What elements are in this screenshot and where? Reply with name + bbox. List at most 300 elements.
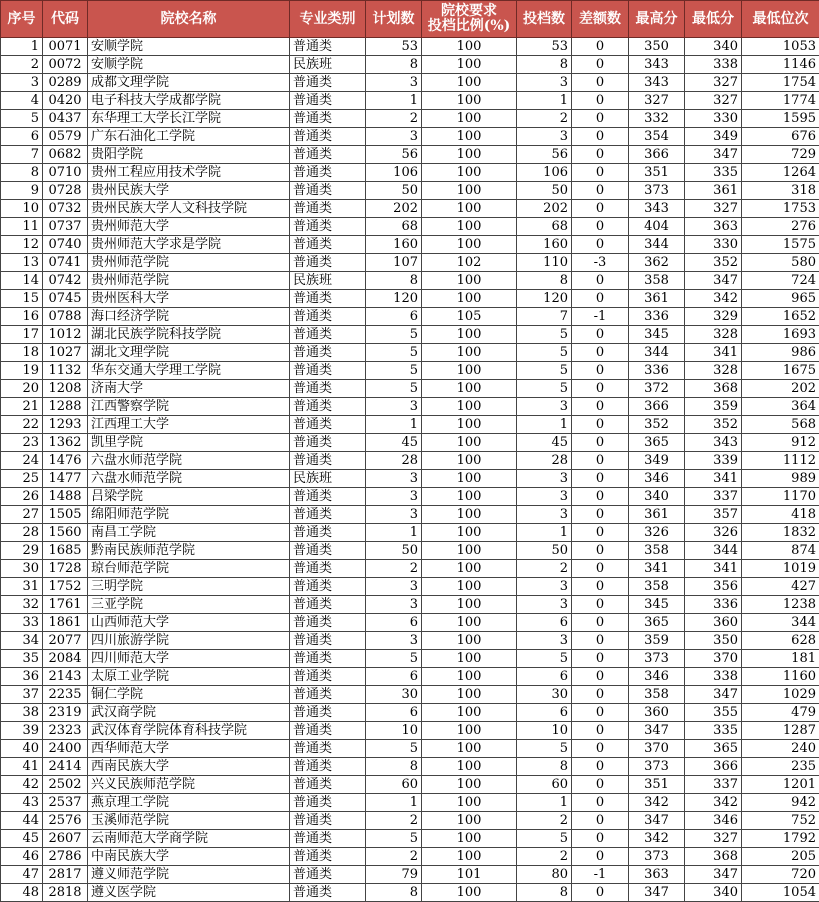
- cell-max-score: 366: [629, 146, 685, 164]
- cell-min-rank: 729: [742, 146, 819, 164]
- cell-difference: 0: [572, 398, 629, 416]
- cell-min-score: 326: [685, 524, 742, 542]
- cell-ratio: 100: [422, 614, 517, 632]
- cell-min-score: 327: [685, 200, 742, 218]
- cell-ratio: 100: [422, 542, 517, 560]
- table-row: [1, 704, 819, 722]
- cell-filed-count: 30: [517, 686, 572, 704]
- table-row: [1, 596, 819, 614]
- cell-filed-count: 45: [517, 434, 572, 452]
- cell-plan-count: 3: [366, 470, 422, 488]
- cell-school-name: 玉溪师范学院: [88, 812, 290, 830]
- table-row: [1, 56, 819, 74]
- cell-category: 普通类: [290, 416, 366, 434]
- cell-min-score: 341: [685, 344, 742, 362]
- cell-min-rank: 676: [742, 128, 819, 146]
- table-row: [1, 758, 819, 776]
- cell-code: 1012: [43, 326, 88, 344]
- cell-code: 2786: [43, 848, 88, 866]
- cell-min-rank: 628: [742, 632, 819, 650]
- cell-school-name: 遵义师范学院: [88, 866, 290, 884]
- cell-min-rank: 418: [742, 506, 819, 524]
- cell-seq: 2: [1, 56, 43, 74]
- cell-min-rank: 235: [742, 758, 819, 776]
- cell-ratio: 100: [422, 380, 517, 398]
- cell-school-name: 西华师范大学: [88, 740, 290, 758]
- cell-plan-count: 1: [366, 794, 422, 812]
- cell-plan-count: 5: [366, 740, 422, 758]
- table-row: [1, 362, 819, 380]
- cell-max-score: 365: [629, 434, 685, 452]
- cell-ratio: 100: [422, 560, 517, 578]
- cell-category: 普通类: [290, 794, 366, 812]
- cell-filed-count: 50: [517, 542, 572, 560]
- cell-min-rank: 479: [742, 704, 819, 722]
- table-row: [1, 686, 819, 704]
- cell-min-rank: 1264: [742, 164, 819, 182]
- cell-difference: 0: [572, 506, 629, 524]
- cell-ratio: 100: [422, 416, 517, 434]
- cell-school-name: 海口经济学院: [88, 308, 290, 326]
- cell-min-score: 342: [685, 290, 742, 308]
- cell-seq: 35: [1, 650, 43, 668]
- cell-min-score: 370: [685, 650, 742, 668]
- header-plan-count: 计划数: [366, 1, 422, 38]
- cell-seq: 26: [1, 488, 43, 506]
- cell-ratio: 100: [422, 362, 517, 380]
- cell-code: 1288: [43, 398, 88, 416]
- header-filed-count: 投档数: [517, 1, 572, 38]
- cell-max-score: 373: [629, 758, 685, 776]
- cell-seq: 3: [1, 74, 43, 92]
- cell-max-score: 373: [629, 848, 685, 866]
- table-row: [1, 146, 819, 164]
- cell-filed-count: 110: [517, 254, 572, 272]
- cell-min-rank: 912: [742, 434, 819, 452]
- table-row: [1, 380, 819, 398]
- cell-min-rank: 1754: [742, 74, 819, 92]
- table-row: [1, 722, 819, 740]
- cell-min-score: 330: [685, 236, 742, 254]
- cell-category: 普通类: [290, 200, 366, 218]
- cell-ratio: 100: [422, 326, 517, 344]
- cell-code: 1027: [43, 344, 88, 362]
- cell-category: 民族班: [290, 56, 366, 74]
- cell-category: 普通类: [290, 560, 366, 578]
- cell-max-score: 372: [629, 380, 685, 398]
- cell-school-name: 贵州师范学院: [88, 272, 290, 290]
- cell-school-name: 广东石油化工学院: [88, 128, 290, 146]
- cell-seq: 12: [1, 236, 43, 254]
- table-row: [1, 632, 819, 650]
- cell-plan-count: 3: [366, 398, 422, 416]
- table-row: [1, 614, 819, 632]
- cell-code: 2400: [43, 740, 88, 758]
- cell-min-rank: 580: [742, 254, 819, 272]
- cell-difference: 0: [572, 542, 629, 560]
- cell-seq: 1: [1, 38, 43, 56]
- cell-filed-count: 8: [517, 758, 572, 776]
- cell-school-name: 铜仁学院: [88, 686, 290, 704]
- cell-ratio: 100: [422, 272, 517, 290]
- cell-min-score: 336: [685, 596, 742, 614]
- cell-plan-count: 107: [366, 254, 422, 272]
- cell-ratio: 100: [422, 434, 517, 452]
- cell-plan-count: 8: [366, 56, 422, 74]
- cell-max-score: 342: [629, 794, 685, 812]
- cell-ratio: 100: [422, 848, 517, 866]
- cell-min-rank: 752: [742, 812, 819, 830]
- cell-code: 0072: [43, 56, 88, 74]
- cell-max-score: 404: [629, 218, 685, 236]
- cell-category: 普通类: [290, 434, 366, 452]
- cell-school-name: 安顺学院: [88, 56, 290, 74]
- cell-plan-count: 45: [366, 434, 422, 452]
- cell-seq: 48: [1, 884, 43, 902]
- table-row: [1, 740, 819, 758]
- cell-seq: 16: [1, 308, 43, 326]
- table-row: [1, 398, 819, 416]
- cell-code: 2235: [43, 686, 88, 704]
- cell-seq: 18: [1, 344, 43, 362]
- cell-min-rank: 318: [742, 182, 819, 200]
- cell-difference: 0: [572, 578, 629, 596]
- cell-min-score: 368: [685, 848, 742, 866]
- cell-code: 1132: [43, 362, 88, 380]
- cell-category: 普通类: [290, 632, 366, 650]
- cell-max-score: 370: [629, 740, 685, 758]
- cell-difference: 0: [572, 56, 629, 74]
- cell-seq: 22: [1, 416, 43, 434]
- cell-difference: -3: [572, 254, 629, 272]
- cell-filed-count: 53: [517, 38, 572, 56]
- cell-plan-count: 79: [366, 866, 422, 884]
- cell-difference: 0: [572, 416, 629, 434]
- cell-plan-count: 2: [366, 560, 422, 578]
- cell-filed-count: 5: [517, 650, 572, 668]
- cell-filed-count: 2: [517, 812, 572, 830]
- cell-max-score: 345: [629, 596, 685, 614]
- table-row: [1, 254, 819, 272]
- table-row: [1, 830, 819, 848]
- cell-plan-count: 5: [366, 344, 422, 362]
- cell-min-score: 366: [685, 758, 742, 776]
- cell-plan-count: 1: [366, 92, 422, 110]
- cell-code: 1293: [43, 416, 88, 434]
- cell-ratio: 100: [422, 344, 517, 362]
- cell-ratio: 100: [422, 218, 517, 236]
- cell-code: 0579: [43, 128, 88, 146]
- cell-min-rank: 1287: [742, 722, 819, 740]
- cell-min-rank: 344: [742, 614, 819, 632]
- cell-max-score: 358: [629, 542, 685, 560]
- cell-min-score: 341: [685, 560, 742, 578]
- cell-difference: 0: [572, 182, 629, 200]
- cell-category: 普通类: [290, 290, 366, 308]
- cell-seq: 14: [1, 272, 43, 290]
- cell-category: 普通类: [290, 182, 366, 200]
- cell-min-score: 329: [685, 308, 742, 326]
- cell-difference: 0: [572, 488, 629, 506]
- cell-filed-count: 80: [517, 866, 572, 884]
- cell-code: 1505: [43, 506, 88, 524]
- cell-seq: 8: [1, 164, 43, 182]
- cell-difference: 0: [572, 830, 629, 848]
- cell-school-name: 武汉体育学院体育科技学院: [88, 722, 290, 740]
- cell-category: 普通类: [290, 326, 366, 344]
- cell-min-rank: 1652: [742, 308, 819, 326]
- cell-max-score: 351: [629, 164, 685, 182]
- table-row: [1, 236, 819, 254]
- cell-min-score: 343: [685, 434, 742, 452]
- cell-ratio: 100: [422, 128, 517, 146]
- cell-seq: 15: [1, 290, 43, 308]
- cell-school-name: 成都文理学院: [88, 74, 290, 92]
- cell-school-name: 四川师范大学: [88, 650, 290, 668]
- cell-school-name: 琼台师范学院: [88, 560, 290, 578]
- cell-min-rank: 942: [742, 794, 819, 812]
- cell-ratio: 100: [422, 596, 517, 614]
- cell-difference: 0: [572, 722, 629, 740]
- table-row: [1, 38, 819, 56]
- cell-ratio: 100: [422, 398, 517, 416]
- cell-plan-count: 3: [366, 128, 422, 146]
- cell-seq: 45: [1, 830, 43, 848]
- cell-school-name: 中南民族大学: [88, 848, 290, 866]
- cell-plan-count: 53: [366, 38, 422, 56]
- cell-max-score: 360: [629, 704, 685, 722]
- cell-min-rank: 202: [742, 380, 819, 398]
- cell-plan-count: 3: [366, 578, 422, 596]
- cell-min-score: 361: [685, 182, 742, 200]
- cell-min-score: 341: [685, 470, 742, 488]
- cell-difference: 0: [572, 776, 629, 794]
- cell-plan-count: 3: [366, 74, 422, 92]
- cell-code: 1728: [43, 560, 88, 578]
- table-row: [1, 560, 819, 578]
- cell-seq: 28: [1, 524, 43, 542]
- cell-plan-count: 1: [366, 524, 422, 542]
- cell-difference: 0: [572, 146, 629, 164]
- cell-school-name: 贵州民族大学: [88, 182, 290, 200]
- cell-school-name: 西南民族大学: [88, 758, 290, 776]
- cell-max-score: 373: [629, 182, 685, 200]
- cell-difference: 0: [572, 650, 629, 668]
- cell-ratio: 100: [422, 884, 517, 902]
- cell-max-score: 344: [629, 344, 685, 362]
- cell-school-name: 武汉商学院: [88, 704, 290, 722]
- cell-min-rank: 1238: [742, 596, 819, 614]
- cell-category: 普通类: [290, 218, 366, 236]
- cell-seq: 47: [1, 866, 43, 884]
- cell-category: 普通类: [290, 164, 366, 182]
- cell-filed-count: 50: [517, 182, 572, 200]
- cell-code: 2502: [43, 776, 88, 794]
- cell-min-score: 338: [685, 668, 742, 686]
- cell-filed-count: 202: [517, 200, 572, 218]
- cell-difference: 0: [572, 848, 629, 866]
- cell-min-rank: 1112: [742, 452, 819, 470]
- table-row: [1, 290, 819, 308]
- cell-min-score: 347: [685, 866, 742, 884]
- table-row: [1, 578, 819, 596]
- cell-code: 0740: [43, 236, 88, 254]
- cell-max-score: 373: [629, 650, 685, 668]
- cell-category: 民族班: [290, 470, 366, 488]
- cell-school-name: 贵州师范大学: [88, 218, 290, 236]
- table-row: [1, 506, 819, 524]
- cell-category: 普通类: [290, 830, 366, 848]
- cell-ratio: 100: [422, 776, 517, 794]
- cell-min-score: 355: [685, 704, 742, 722]
- cell-seq: 41: [1, 758, 43, 776]
- cell-min-rank: 1054: [742, 884, 819, 902]
- cell-filed-count: 3: [517, 578, 572, 596]
- cell-filed-count: 5: [517, 326, 572, 344]
- cell-seq: 38: [1, 704, 43, 722]
- cell-plan-count: 5: [366, 830, 422, 848]
- cell-category: 普通类: [290, 254, 366, 272]
- cell-plan-count: 202: [366, 200, 422, 218]
- cell-max-score: 344: [629, 236, 685, 254]
- cell-code: 2817: [43, 866, 88, 884]
- cell-code: 0742: [43, 272, 88, 290]
- cell-min-score: 335: [685, 164, 742, 182]
- cell-plan-count: 2: [366, 110, 422, 128]
- cell-min-score: 337: [685, 776, 742, 794]
- cell-school-name: 济南大学: [88, 380, 290, 398]
- cell-category: 普通类: [290, 146, 366, 164]
- cell-filed-count: 60: [517, 776, 572, 794]
- cell-seq: 27: [1, 506, 43, 524]
- cell-seq: 46: [1, 848, 43, 866]
- cell-category: 普通类: [290, 650, 366, 668]
- cell-min-rank: 965: [742, 290, 819, 308]
- cell-category: 普通类: [290, 722, 366, 740]
- cell-difference: -1: [572, 308, 629, 326]
- table-row: [1, 452, 819, 470]
- cell-seq: 39: [1, 722, 43, 740]
- cell-category: 普通类: [290, 488, 366, 506]
- table-row: [1, 200, 819, 218]
- cell-difference: 0: [572, 344, 629, 362]
- cell-plan-count: 50: [366, 182, 422, 200]
- cell-code: 2084: [43, 650, 88, 668]
- cell-difference: 0: [572, 452, 629, 470]
- cell-plan-count: 160: [366, 236, 422, 254]
- cell-filed-count: 5: [517, 740, 572, 758]
- cell-school-name: 电子科技大学成都学院: [88, 92, 290, 110]
- cell-seq: 23: [1, 434, 43, 452]
- cell-min-score: 340: [685, 884, 742, 902]
- cell-filed-count: 3: [517, 488, 572, 506]
- cell-code: 0788: [43, 308, 88, 326]
- cell-seq: 20: [1, 380, 43, 398]
- cell-code: 2077: [43, 632, 88, 650]
- cell-filed-count: 1: [517, 794, 572, 812]
- cell-filed-count: 10: [517, 722, 572, 740]
- header-code: 代码: [43, 1, 88, 38]
- cell-difference: 0: [572, 632, 629, 650]
- cell-school-name: 贵阳学院: [88, 146, 290, 164]
- cell-ratio: 100: [422, 704, 517, 722]
- cell-filed-count: 2: [517, 560, 572, 578]
- cell-school-name: 凯里学院: [88, 434, 290, 452]
- cell-school-name: 贵州工程应用技术学院: [88, 164, 290, 182]
- cell-min-score: 340: [685, 38, 742, 56]
- cell-school-name: 三亚学院: [88, 596, 290, 614]
- cell-code: 0289: [43, 74, 88, 92]
- cell-difference: 0: [572, 596, 629, 614]
- cell-min-rank: 989: [742, 470, 819, 488]
- table-row: [1, 128, 819, 146]
- cell-filed-count: 6: [517, 614, 572, 632]
- cell-ratio: 100: [422, 686, 517, 704]
- cell-seq: 5: [1, 110, 43, 128]
- cell-category: 普通类: [290, 578, 366, 596]
- cell-difference: 0: [572, 380, 629, 398]
- table-row: [1, 668, 819, 686]
- cell-max-score: 362: [629, 254, 685, 272]
- cell-plan-count: 5: [366, 326, 422, 344]
- cell-seq: 21: [1, 398, 43, 416]
- cell-ratio: 100: [422, 92, 517, 110]
- cell-max-score: 343: [629, 56, 685, 74]
- cell-school-name: 六盘水师范学院: [88, 452, 290, 470]
- cell-difference: 0: [572, 74, 629, 92]
- table-row: [1, 812, 819, 830]
- cell-code: 0071: [43, 38, 88, 56]
- header-ratio: 院校要求 投档比例(%): [422, 1, 517, 38]
- cell-filed-count: 160: [517, 236, 572, 254]
- cell-code: 0437: [43, 110, 88, 128]
- cell-max-score: 358: [629, 272, 685, 290]
- cell-plan-count: 6: [366, 614, 422, 632]
- cell-difference: 0: [572, 164, 629, 182]
- cell-difference: 0: [572, 218, 629, 236]
- cell-filed-count: 8: [517, 272, 572, 290]
- cell-max-score: 359: [629, 632, 685, 650]
- cell-category: 普通类: [290, 506, 366, 524]
- cell-min-score: 368: [685, 380, 742, 398]
- cell-plan-count: 106: [366, 164, 422, 182]
- cell-seq: 4: [1, 92, 43, 110]
- cell-difference: 0: [572, 524, 629, 542]
- cell-difference: 0: [572, 236, 629, 254]
- cell-category: 普通类: [290, 884, 366, 902]
- cell-category: 普通类: [290, 740, 366, 758]
- table-row: [1, 110, 819, 128]
- cell-category: 普通类: [290, 848, 366, 866]
- cell-school-name: 湖北文理学院: [88, 344, 290, 362]
- cell-min-score: 327: [685, 74, 742, 92]
- cell-max-score: 352: [629, 416, 685, 434]
- cell-seq: 7: [1, 146, 43, 164]
- cell-min-rank: 1575: [742, 236, 819, 254]
- table-row: [1, 650, 819, 668]
- cell-school-name: 吕梁学院: [88, 488, 290, 506]
- cell-code: 1362: [43, 434, 88, 452]
- cell-min-score: 352: [685, 416, 742, 434]
- cell-difference: 0: [572, 758, 629, 776]
- cell-filed-count: 5: [517, 380, 572, 398]
- cell-difference: 0: [572, 560, 629, 578]
- cell-code: 0741: [43, 254, 88, 272]
- cell-min-rank: 1774: [742, 92, 819, 110]
- cell-max-score: 363: [629, 866, 685, 884]
- cell-difference: 0: [572, 92, 629, 110]
- cell-category: 普通类: [290, 866, 366, 884]
